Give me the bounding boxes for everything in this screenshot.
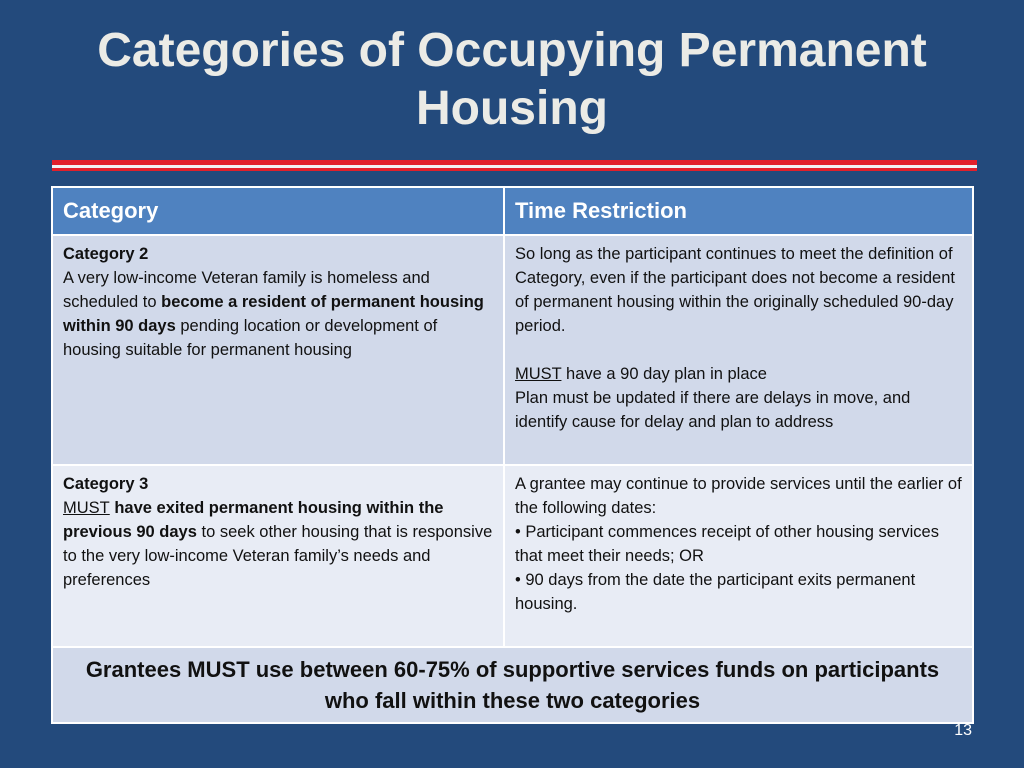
- table-row-category-2: [52, 235, 973, 465]
- category-3-bullet-1: • Participant commences receipt of other housing services that meet their needs; OR: [515, 523, 939, 565]
- category-3-bullet-2: • 90 days from the date the participant exits permanent housing.: [515, 571, 916, 613]
- category-3-text: [63, 496, 493, 592]
- slide-title: Categories of Occupying Permanent Housing: [97, 24, 927, 135]
- category-3-emphasis: have exited permanent housing within the previous 90 days: [63, 499, 444, 541]
- category-3-description: [52, 465, 504, 647]
- category-2-must-line: [515, 362, 962, 386]
- category-3-restriction: [504, 465, 973, 647]
- category-2-plan-text: Plan must be updated if there are delays in move, and identify cause for delay and plan to address: [515, 389, 911, 431]
- header-category: Category: [52, 187, 504, 235]
- category-3-restriction-intro: A grantee may continue to provide services until the earlier of the following dates:: [515, 475, 962, 517]
- table-footer-note: Grantees MUST use between 60-75% of supportive services funds on participants who fall within these two categories: [52, 647, 973, 723]
- category-2-description: [52, 235, 504, 465]
- spacer: [515, 338, 962, 362]
- must-text: have a 90 day plan in place: [561, 365, 767, 383]
- category-3-must-label: MUST: [63, 499, 110, 517]
- category-3-text-end: to seek other housing that is responsive to the very low-income Veteran family’s needs and preferences: [63, 523, 493, 589]
- category-2-restriction-text: So long as the participant continues to meet the definition of Category, even if the participant does not become a resident of permanent housing within the originally scheduled 90-day period.: [515, 245, 955, 335]
- table-footer-row: [52, 647, 973, 723]
- header-time-restriction: Time Restriction: [504, 187, 973, 235]
- table-header-row: [52, 187, 973, 235]
- category-2-text-end: pending location or development of housing suitable for permanent housing: [63, 317, 438, 359]
- categories-table: [51, 186, 974, 724]
- must-label: MUST: [515, 365, 562, 383]
- table-row-category-3: [52, 465, 973, 647]
- divider-red-stripe-lower: [52, 168, 977, 171]
- category-2-text: [63, 266, 493, 362]
- page-number: 13: [954, 722, 972, 739]
- category-2-text-start: A very low-income Veteran family is homeless and scheduled to: [63, 269, 430, 311]
- category-2-heading: Category 2: [63, 245, 149, 263]
- category-3-heading: Category 3: [63, 475, 149, 493]
- category-2-restriction: [504, 235, 973, 465]
- category-2-emphasis: become a resident of permanent housing within 90 days: [63, 293, 484, 335]
